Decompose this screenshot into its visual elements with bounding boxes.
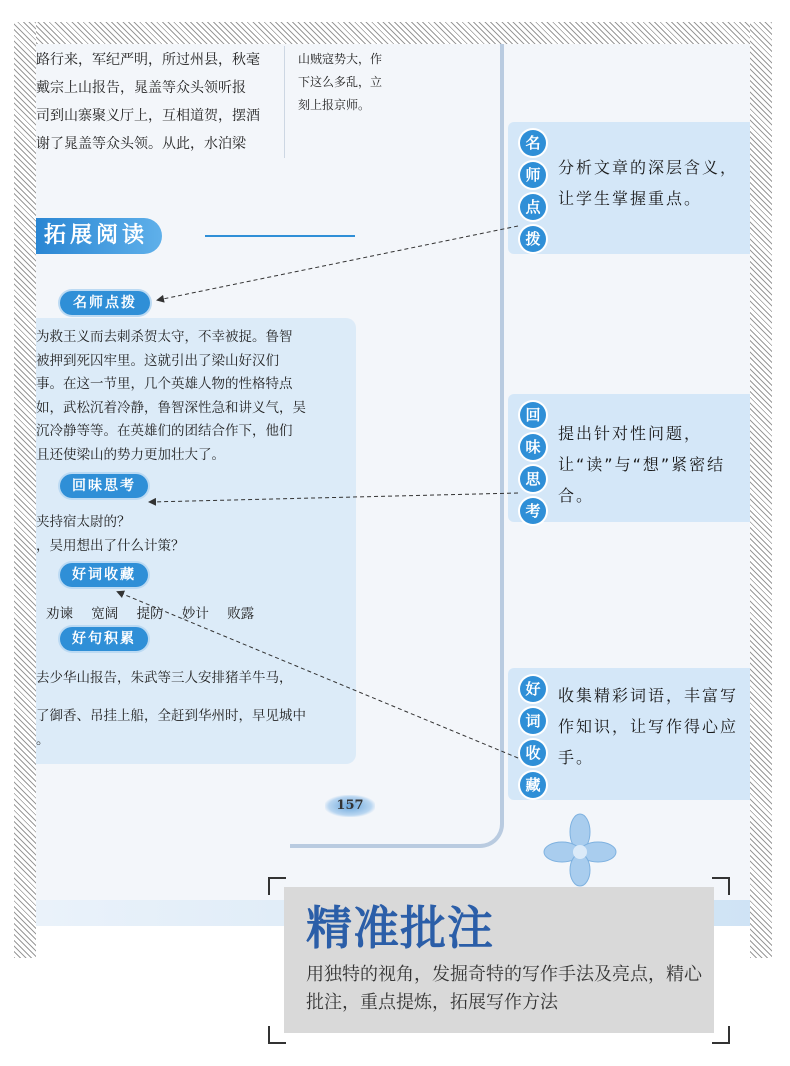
label-char: 名 (520, 130, 546, 156)
label-char: 回 (520, 402, 546, 428)
word: 劝谏 (46, 606, 73, 622)
callout-text: 收集精彩词语，丰富写作知识，让写作得心应手。 (558, 686, 739, 767)
label-char: 考 (520, 498, 546, 524)
side-note-line: 山贼寇势大，作 (298, 52, 383, 66)
label-char: 收 (520, 740, 546, 766)
si-kao-line: 夹持宿太尉的？ (36, 514, 131, 530)
side-note-line: 下这么多乱，立 (298, 75, 383, 89)
dian-bo-line: 为救王义而去刺杀贺太守，不幸被捉。鲁智 (36, 329, 293, 345)
ju-line: 。 (36, 732, 50, 748)
word: 提防 (136, 606, 164, 622)
story-line: 司到山寨聚义厅上，互相道贺，摆酒 (36, 108, 260, 124)
word: 败露 (227, 606, 255, 622)
corner-bottom-right (712, 1026, 730, 1044)
label-char: 词 (520, 708, 546, 734)
pill-hui-wei-si-kao: 回味思考 (60, 474, 148, 498)
dian-bo-line: 且还使梁山的势力更加壮大了。 (36, 446, 225, 463)
label-char: 师 (520, 162, 546, 188)
label-char: 味 (520, 434, 546, 460)
feature-box (284, 887, 714, 1033)
label-char: 藏 (520, 772, 546, 798)
callout-text: 分析文章的深层含义，让学生掌握重点。 (558, 158, 739, 208)
story-line: 路行来，军纪严明，所过州县，秋毫 (36, 52, 260, 68)
ju-line: 去少华山报告，朱武等三人安排猪羊牛马， (36, 670, 293, 686)
label-char: 好 (520, 676, 546, 702)
pill-hao-ju-ji-lei: 好句积累 (60, 627, 148, 651)
arrow-shou-cang (118, 592, 518, 758)
callout-text: 提出针对性问题，让“读”与“想”紧密结合。 (558, 424, 726, 505)
dian-bo-line: 如，武松沉着冷静，鲁智深性急和讲义气，吴 (36, 399, 306, 416)
feature-title: 精准批注 (306, 901, 494, 955)
corner-top-right (712, 877, 730, 895)
extended-reading-title: 拓展阅读 (36, 218, 162, 254)
dian-bo-line: 被押到死囚牢里。这就引出了梁山好汉们 (36, 352, 279, 369)
story-line: 谢了晁盖等众头领。从此，水泊梁 (36, 136, 246, 152)
story-line: 戴宗上山报告，晁盖等众头领听报 (36, 80, 246, 96)
page-number: 157 (325, 795, 375, 817)
side-note-line: 刻上报京师。 (298, 98, 371, 112)
word: 妙计 (181, 606, 209, 622)
label-char: 拨 (520, 226, 546, 252)
pill-hao-ci-shou-cang: 好词收藏 (60, 563, 148, 587)
word: 宽阔 (91, 606, 119, 622)
label-char: 思 (520, 466, 546, 492)
feature-description: 用独特的视角，发掘奇特的写作手法及亮点，精心批注，重点提炼，拓展写作方法 (306, 964, 702, 1013)
pill-ming-shi-dian-bo: 名师点拨 (60, 291, 150, 315)
si-kao-line: ，吴用想出了什么计策？ (36, 538, 185, 554)
arrow-dian-bo (158, 226, 518, 300)
arrow-si-kao (150, 493, 518, 502)
flower-decoration (540, 812, 620, 892)
label-char: 点 (520, 194, 546, 220)
dian-bo-line: 事。在这一节里，几个英雄人物的性格特点 (36, 376, 293, 392)
ju-line: 了御香、吊挂上船，全赶到华州时，早见城中 (36, 708, 306, 724)
dian-bo-line: 沉冷静等等。在英雄们的团结合作下，他们 (36, 423, 293, 439)
